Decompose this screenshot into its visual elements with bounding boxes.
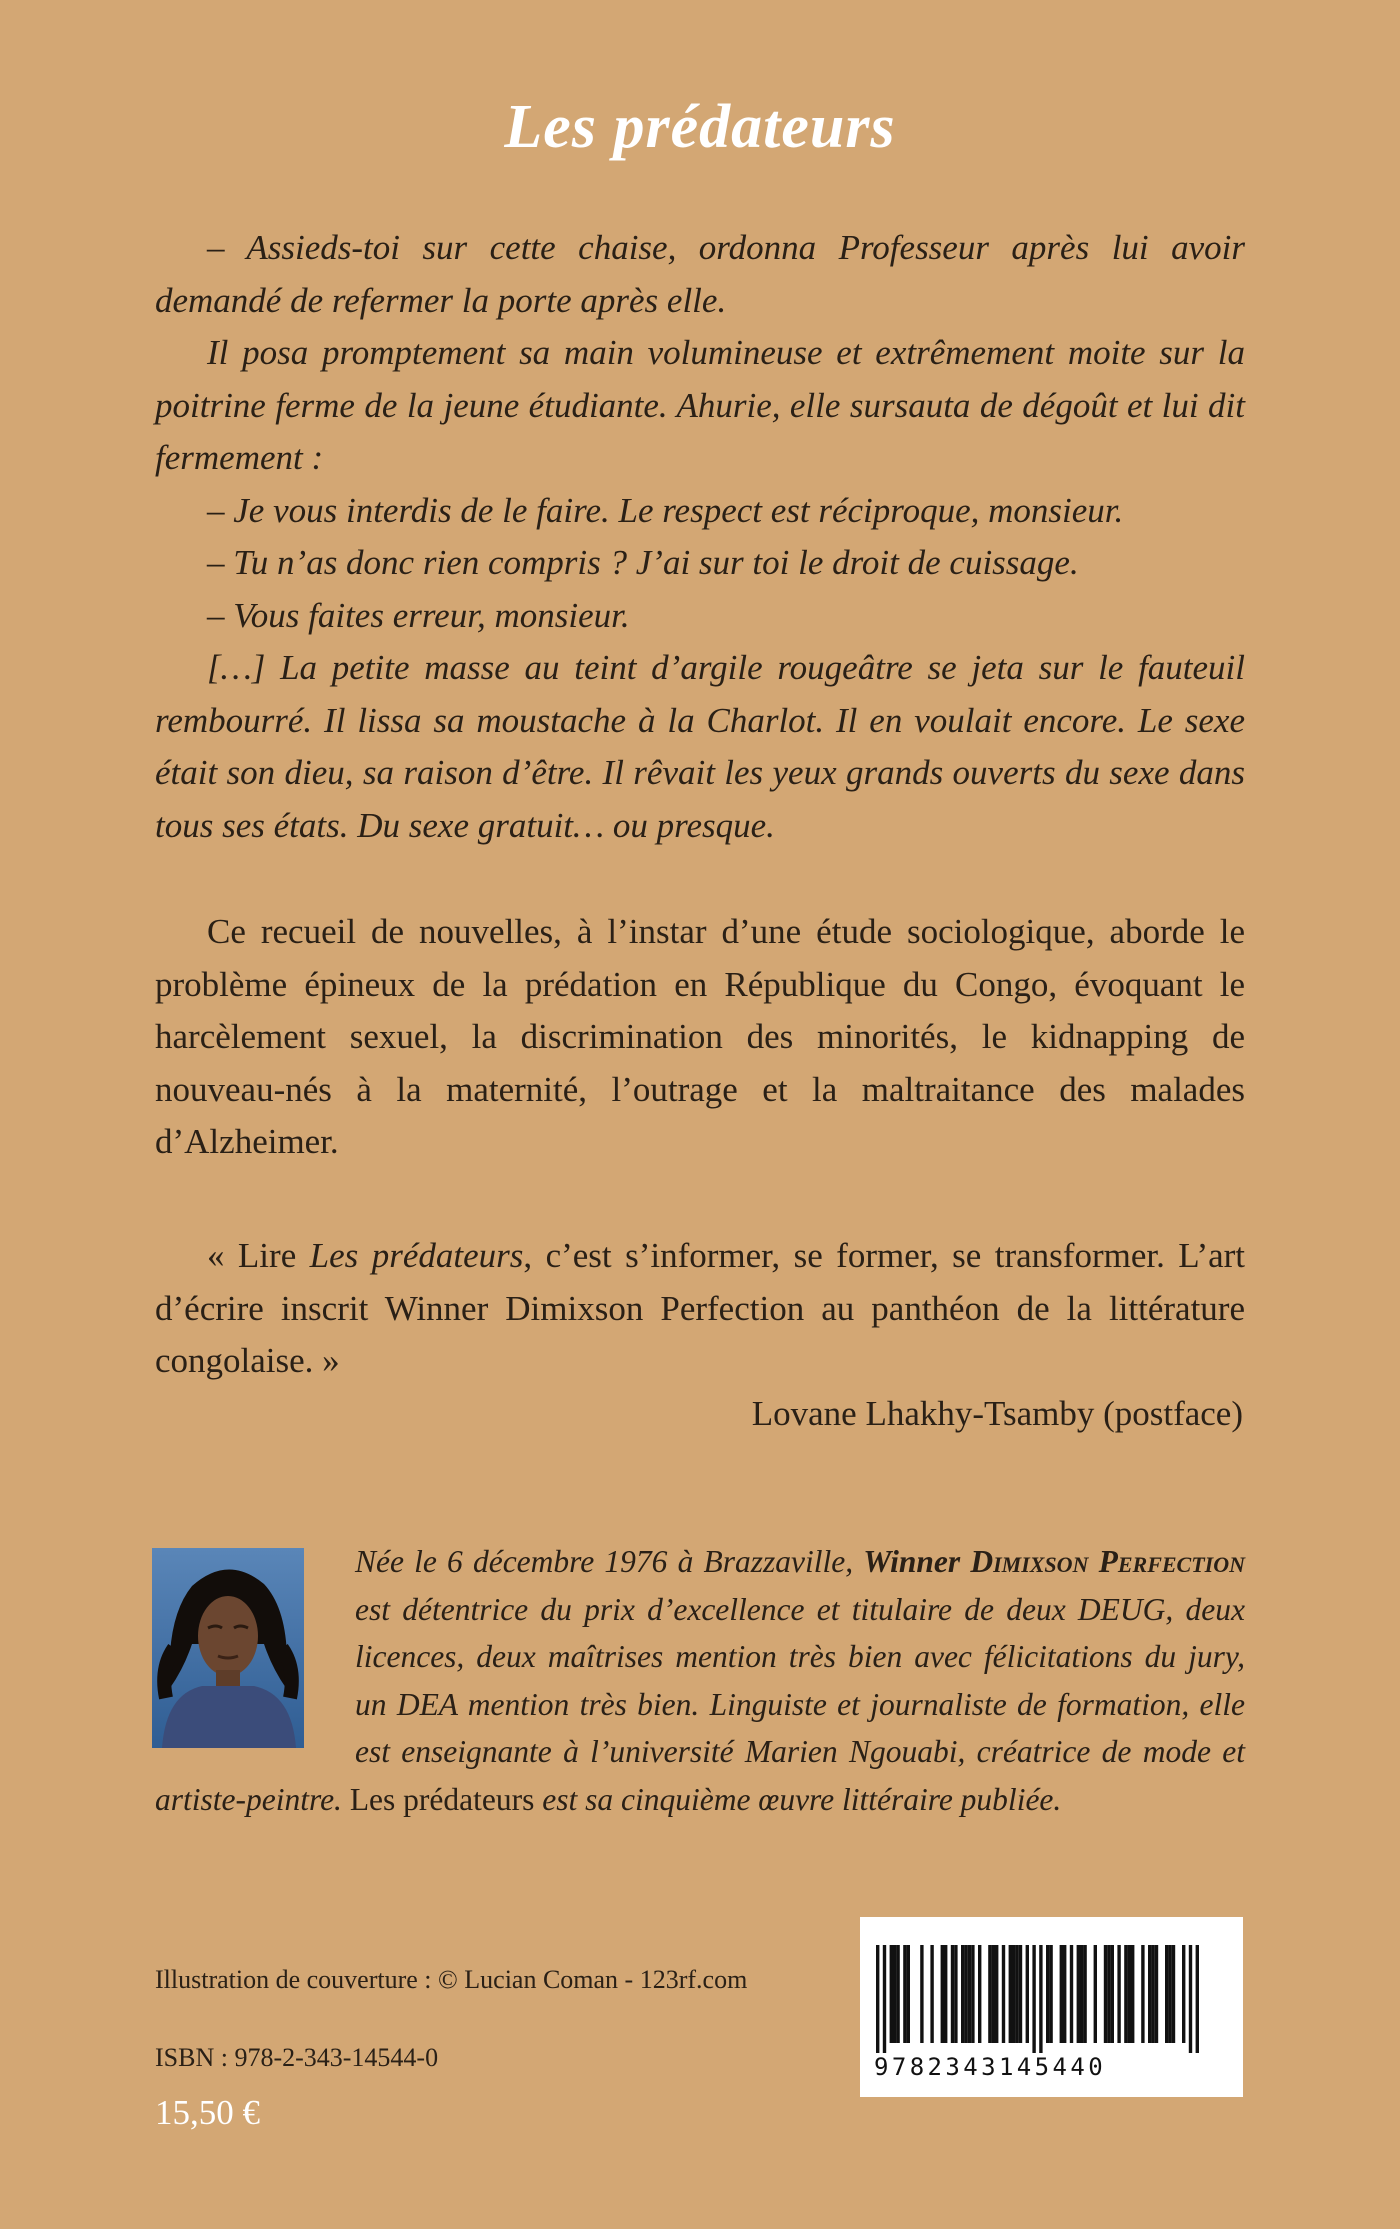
excerpt xyxy=(155,222,1245,852)
bio-body: est détentrice du prix d’excellence et titulaire de deux DEUG, deux licences, deux maîtrises mention très bien avec félicitations du jury, un DEA mention très bien. Linguiste et journaliste de formation, elle est enseignante à l’université Marien Ngouabi, créatrice de mode et artiste-peintre. xyxy=(155,1591,1245,1817)
barcode-bar xyxy=(1063,1945,1066,2043)
barcode-bar xyxy=(1083,1945,1086,2043)
barcode-bar xyxy=(1182,1945,1185,2043)
barcode-bar xyxy=(890,1945,893,2043)
barcode-bar xyxy=(1019,1945,1022,2043)
barcode-bar xyxy=(1002,1945,1005,2043)
barcode-bar xyxy=(1060,1945,1063,2043)
barcode-bar xyxy=(1046,1945,1049,2043)
book-summary: Ce recueil de nouvelles, à l’instar d’une étude sociologique, aborde le problème épineux de la prédation en République du Congo, évoquant le harcèlement sexuel, la discrimination des minorités, le kidnapping de nouveau-nés à la maternité, l’outrage et la maltraitance des malades d’Alzheimer. xyxy=(155,912,1245,1161)
quote-open: « Lire xyxy=(207,1236,310,1275)
barcode-bar xyxy=(896,1945,899,2043)
barcode-bar xyxy=(1165,1945,1168,2043)
barcode-bar xyxy=(944,1945,947,2043)
barcode-bar xyxy=(920,1945,923,2043)
barcode-bar xyxy=(1148,1945,1151,2043)
barcode-bar xyxy=(1155,1945,1158,2043)
barcode-bar xyxy=(893,1945,896,2043)
barcode-bar xyxy=(1094,1945,1097,2043)
barcode-bar xyxy=(1124,1945,1127,2043)
author-first-name: Winner xyxy=(863,1544,971,1579)
barcode-bar xyxy=(1077,1945,1080,2043)
barcode-bar xyxy=(941,1945,944,2043)
book-title: Les prédateurs xyxy=(504,93,896,161)
bio-intro: Née le 6 décembre 1976 à Brazzaville, xyxy=(355,1544,864,1579)
author-name xyxy=(863,1544,1245,1579)
barcode-bar xyxy=(964,1945,967,2043)
barcode-bar xyxy=(954,1945,957,2043)
barcode xyxy=(860,1917,1243,2097)
barcode-bar xyxy=(988,1945,991,2043)
barcode-bar xyxy=(1128,1945,1131,2043)
barcode-bar xyxy=(1107,1945,1110,2043)
price: 15,50 € xyxy=(155,2093,260,2132)
barcode-bar xyxy=(1189,1945,1192,2053)
barcode-bar xyxy=(1026,1945,1029,2043)
barcode-bar xyxy=(971,1945,974,2043)
barcode-bar xyxy=(1172,1945,1175,2043)
barcode-bar xyxy=(995,1945,998,2043)
excerpt-paragraph: – Vous faites erreur, monsieur. xyxy=(207,595,630,635)
barcode-bar xyxy=(951,1945,954,2043)
quote-rest: , c’est s’informer, se former, se transformer. L’art d’écrire inscrit Winner Dimixson Perfection au panthéon de la littérature congolaise. » xyxy=(155,1236,1246,1380)
barcode-bar xyxy=(1196,1945,1199,2053)
review-quote xyxy=(155,1230,1245,1388)
author-bio xyxy=(155,1538,1245,1823)
barcode-bar xyxy=(1080,1945,1083,2043)
barcode-bar xyxy=(978,1945,981,2043)
review-quote-text xyxy=(155,1230,1245,1388)
excerpt-paragraph: – Assieds-toi sur cette chaise, ordonna Professeur après lui avoir demandé de refermer la porte après elle. xyxy=(155,228,1245,320)
barcode-bar xyxy=(1015,1945,1018,2043)
barcode-bar xyxy=(1039,1945,1042,2053)
barcode-bar xyxy=(1111,1945,1114,2043)
barcode-bar xyxy=(1070,1945,1073,2043)
author-last-name: Dimixson Perfection xyxy=(970,1544,1246,1579)
barcode-bar xyxy=(930,1945,933,2043)
excerpt-paragraph: Il posa promptement sa main volumineuse et extrêmement moite sur la poitrine ferme de la jeune étudiante. Ahurie, elle sursauta de dégoût et lui dit fermement : xyxy=(155,333,1245,477)
barcode-bar xyxy=(1012,1945,1015,2043)
barcode-bar xyxy=(903,1945,906,2043)
cover-credit: Illustration de couverture : © Lucian Coman - 123rf.com xyxy=(155,1965,748,1994)
barcode-digits: 9782343145440 xyxy=(874,2053,1107,2081)
quote-attribution: Lovane Lhakhy-Tsamby (postface) xyxy=(751,1394,1243,1433)
quote-book-title: Les prédateurs xyxy=(309,1236,524,1275)
barcode-bar xyxy=(992,1945,995,2043)
barcode-bar xyxy=(1009,1945,1012,2043)
barcode-bar xyxy=(1151,1945,1154,2043)
barcode-bar xyxy=(1049,1945,1052,2043)
bio-book-word-2: prédateurs xyxy=(403,1781,535,1817)
excerpt-paragraph: – Je vous interdis de le faire. Le respect est réciproque, monsieur. xyxy=(207,490,1124,530)
barcode-bar xyxy=(883,1945,886,2053)
barcode-bars xyxy=(876,1945,1226,2053)
barcode-bar xyxy=(907,1945,910,2043)
barcode-bar xyxy=(968,1945,971,2043)
bio-book-word-1: Les xyxy=(341,1781,396,1817)
bio-closing: est sa cinquième œuvre littéraire publiée. xyxy=(534,1781,1062,1817)
barcode-bar xyxy=(1117,1945,1120,2043)
barcode-bar xyxy=(961,1945,964,2043)
isbn: ISBN : 978-2-343-14544-0 xyxy=(155,2043,439,2072)
photo-spacer xyxy=(155,1538,355,1743)
excerpt-paragraph: […] La petite masse au teint d’argile rougeâtre se jeta sur le fauteuil rembourré. Il lissa sa moustache à la Charlot. Il en voulait encore. Le sexe était son dieu, sa raison d’être. Il rêvait les yeux grands ouverts du sexe dans tous ses états. Du sexe gratuit… ou presque. xyxy=(155,648,1245,845)
barcode-bar xyxy=(1141,1945,1144,2043)
barcode-bar xyxy=(1131,1945,1134,2043)
barcode-bar xyxy=(1104,1945,1107,2043)
excerpt-paragraph: – Tu n’as donc rien compris ? J’ai sur toi le droit de cuissage. xyxy=(207,543,1079,582)
barcode-bar xyxy=(876,1945,879,2053)
barcode-bar xyxy=(1168,1945,1171,2043)
barcode-bar xyxy=(1032,1945,1035,2053)
